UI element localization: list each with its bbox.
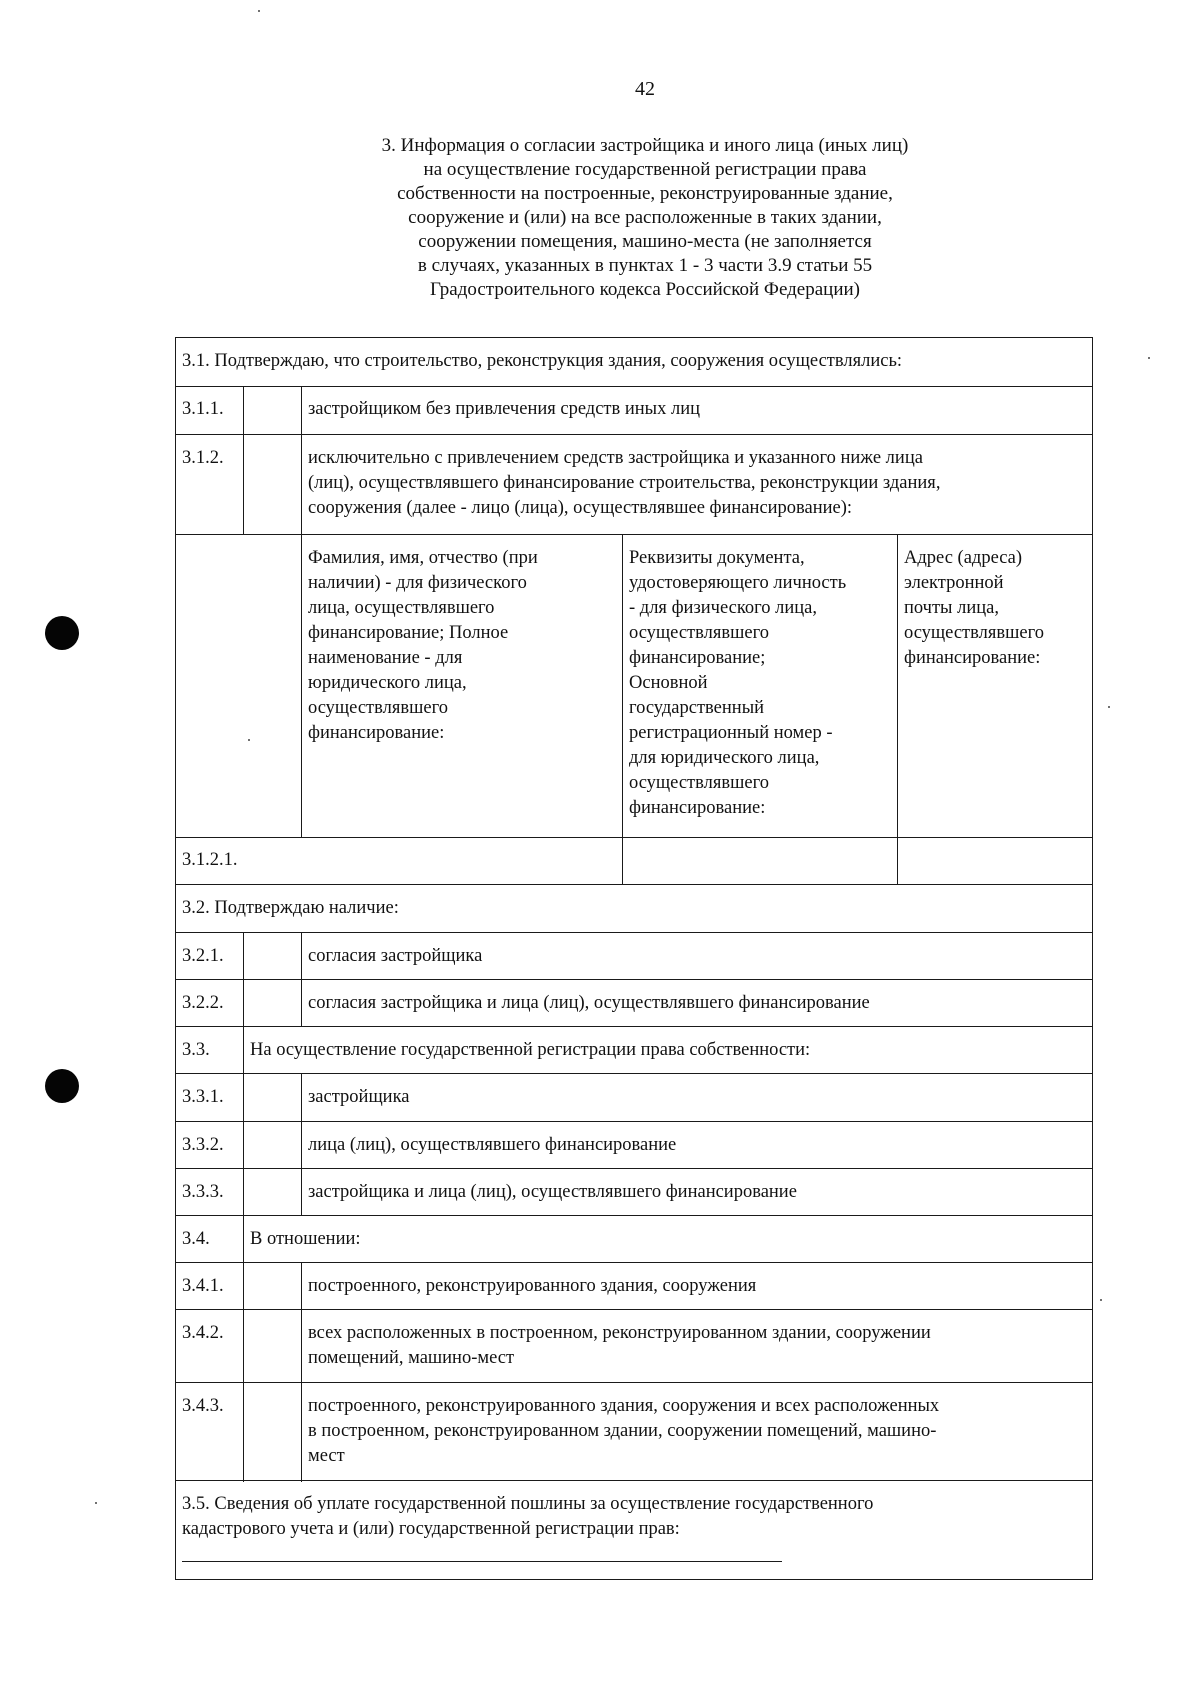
table-rule [622,534,623,884]
checkbox-3-2-2[interactable] [245,981,300,1025]
scan-speck [258,10,260,12]
row-3-2-text: 3.2. Подтверждаю наличие: [182,898,399,918]
row-3-3-3-text: застройщика и лица (лиц), осуществлявшего финансирование [308,1182,797,1202]
table-rule [175,1073,1093,1074]
row-3-1-2-1-number: 3.1.2.1. [182,850,238,870]
page-number: 42 [635,78,655,100]
scan-speck [1100,1299,1102,1301]
row-3-3-number: 3.3. [182,1040,210,1060]
table-rule [175,1026,1093,1027]
financer-email-header: Адрес (адреса) электронной почты лица, осуществлявшего финансирование: [904,548,1044,668]
table-rule [175,1168,1093,1169]
financer-name-field[interactable] [303,839,620,883]
row-3-4-1-text: построенного, реконструированного здания, сооружения [308,1276,757,1296]
checkbox-3-2-1[interactable] [245,934,300,978]
checkbox-3-4-2[interactable] [245,1311,300,1381]
row-3-2-1-number: 3.2.1. [182,946,224,966]
table-rule [175,1121,1093,1122]
row-3-1-2-text: исключительно с привлечением средств застройщика и указанного ниже лица (лиц), осуществлявшего финансирование строительства, реконструкции здания, сооружения (далее - лицо (лица), осуществлявшее финансирование): [308,448,941,518]
row-3-3-2-number: 3.3.2. [182,1135,224,1155]
row-3-3-3-number: 3.3.3. [182,1182,224,1202]
row-3-1-1-number: 3.1.1. [182,399,224,419]
row-3-4-1-number: 3.4.1. [182,1276,224,1296]
financer-name-header: Фамилия, имя, отчество (при наличии) - для физического лица, осуществлявшего финансирование; Полное наименование - для юридического лица, осуществлявшего финансирование: [308,548,538,743]
table-rule [301,1073,302,1215]
table-rule [175,1215,1093,1216]
table-rule [243,932,244,1482]
punch-hole-top [45,616,79,650]
heading-line: сооружение и (или) на все расположенные в таких здании, [408,207,882,228]
heading-line: в случаях, указанных в пунктах 1 - 3 части 3.9 статьи 55 [417,255,873,276]
row-3-4-number: 3.4. [182,1229,210,1249]
row-3-4-3-text: построенного, реконструированного здания, сооружения и всех расположенных в построенном, реконструированном здании, сооружении помещений, машино- мест [308,1396,940,1466]
checkbox-3-1-1[interactable] [245,388,300,433]
row-3-2-2-text: согласия застройщика и лица (лиц), осуществлявшего финансирование [308,993,870,1013]
row-3-3-text: На осуществление государственной регистрации права собственности: [250,1040,811,1060]
table-rule [175,837,1093,838]
row-3-3-1-text: застройщика [308,1087,410,1107]
checkbox-3-1-2[interactable] [245,436,300,533]
checkbox-3-3-2[interactable] [245,1123,300,1167]
table-rule [175,534,1093,535]
financer-document-field[interactable] [624,839,895,883]
table-rule [175,1309,1093,1310]
table-rule [175,1262,1093,1263]
row-3-4-text: В отношении: [250,1229,361,1249]
row-3-4-3-number: 3.4.3. [182,1396,224,1416]
checkbox-3-3-3[interactable] [245,1170,300,1214]
row-3-5-text: 3.5. Сведения об уплате государственной пошлины за осуществление государственного кадастрового учета и (или) государственной регистрации прав: [182,1494,874,1539]
heading-line: 3. Информация о согласии застройщика и иного лица (иных лиц) [381,135,909,156]
table-rule [301,386,302,837]
row-3-2-1-text: согласия застройщика [308,946,483,966]
scan-speck [1148,357,1150,359]
row-3-4-2-number: 3.4.2. [182,1323,224,1343]
table-rule [175,979,1093,980]
scan-speck [95,1502,97,1504]
heading-line: на осуществление государственной регистрации права [423,159,867,180]
section-heading [305,134,985,302]
table-rule [175,932,1093,933]
financer-email-field[interactable] [899,839,1091,883]
scan-speck [1108,706,1110,708]
row-3-3-1-number: 3.3.1. [182,1087,224,1107]
row-3-1-1-text: застройщиком без привлечения средств иных лиц [308,399,701,419]
table-rule [897,534,898,884]
row-3-2-2-number: 3.2.2. [182,993,224,1013]
row-3-3-2-text: лица (лиц), осуществлявшего финансирование [308,1135,677,1155]
table-rule [175,884,1093,885]
table-rule [301,1262,302,1482]
heading-line: Градостроительного кодекса Российской Федерации) [430,279,860,300]
checkbox-3-3-1[interactable] [245,1075,300,1120]
heading-line: собственности на построенные, реконструированные здание, [397,183,893,204]
table-rule [175,386,1093,387]
row-3-1-2-number: 3.1.2. [182,448,224,468]
punch-hole-bottom [45,1069,79,1103]
financer-document-header: Реквизиты документа, удостоверяющего личность - для физического лица, осуществлявшего финансирование; Основной государственный регистрационный номер - для юридического лица, осуществлявшего финансирование: [629,548,847,818]
table-rule [243,386,244,534]
table-rule [175,1480,1093,1481]
heading-line: сооружении помещения, машино-места (не заполняется [418,231,872,252]
row-3-4-2-text: всех расположенных в построенном, реконструированном здании, сооружении помещений, машино-мест [308,1323,931,1368]
fee-details-input-line[interactable] [182,1561,782,1562]
checkbox-3-4-3[interactable] [245,1384,300,1479]
row-3-1-text: 3.1. Подтверждаю, что строительство, реконструкция здания, сооружения осуществлялись: [182,351,903,371]
table-rule [175,434,1093,435]
checkbox-3-4-1[interactable] [245,1264,300,1308]
table-rule [301,932,302,1026]
table-rule [175,1382,1093,1383]
